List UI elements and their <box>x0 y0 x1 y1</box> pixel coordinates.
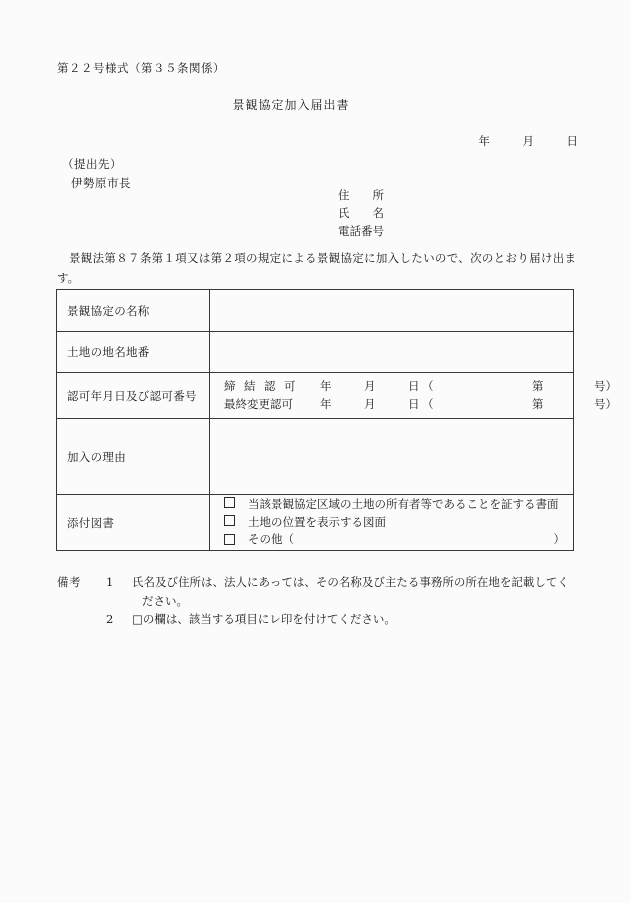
remarks-label: 備考 <box>57 575 81 589</box>
checklist-item-ownership-proof[interactable] <box>224 496 565 513</box>
permit-conclusion-gou-close: 号） <box>594 378 617 393</box>
permit-final-change-label: 最終変更認可 <box>224 396 293 411</box>
addressee-block <box>62 155 131 193</box>
checklist-item-location-map[interactable] <box>224 514 565 531</box>
row-value-permit-date-number[interactable] <box>210 373 617 419</box>
permit-final-change-dai: 第 <box>532 396 544 411</box>
submission-target-name: 伊勢原市長 <box>71 175 131 190</box>
remarks-section <box>57 573 577 629</box>
submission-target-label: （提出先） <box>62 157 122 171</box>
permit-line-final-change <box>224 396 617 414</box>
checklist-label-other: その他 <box>248 532 283 547</box>
table-row <box>57 332 574 373</box>
permit-conclusion-month: 月 <box>364 378 376 393</box>
remark-number-1: 1 <box>106 575 114 589</box>
permit-line-conclusion <box>224 378 617 396</box>
remark-item-2 <box>57 610 577 629</box>
permit-lines <box>218 378 617 414</box>
table-row <box>57 419 574 495</box>
remark-item-1 <box>57 573 577 592</box>
application-form-table <box>56 289 617 551</box>
remark-text-1: 氏名及び住所は、法人にあっては、その名称及び主たる事務所の所在地を記載してく <box>132 575 569 589</box>
page-title: 景観協定加入届出書 <box>232 98 350 112</box>
row-value-join-reason[interactable] <box>210 419 574 495</box>
table-row <box>57 373 574 419</box>
permit-conclusion-dai: 第 <box>532 378 544 393</box>
remark-text-1-continuation: ださい。 <box>142 593 188 608</box>
permit-final-change-month: 月 <box>364 396 376 411</box>
checklist-label-location-map: 土地の位置を表示する図面 <box>248 514 386 529</box>
applicant-block <box>338 186 384 240</box>
attachment-checklist <box>218 496 565 548</box>
date-day-label: 日 <box>566 134 578 148</box>
date-entry-line <box>479 133 579 149</box>
date-month-label: 月 <box>522 134 534 148</box>
checklist-other-paren-open: （ <box>282 532 294 547</box>
permit-final-change-paren-open: （ <box>422 396 434 411</box>
row-label-attached-documents: 添付図書 <box>57 495 210 551</box>
remark-number-2: 2 <box>106 612 114 627</box>
form-number: 第２２号様式（第３５条関係） <box>57 61 225 75</box>
row-label-permit-date-number: 認可年月日及び認可番号 <box>57 373 210 419</box>
remark-text-2: □の欄は、該当する項目にレ印を付けてください。 <box>132 612 396 627</box>
date-year-label: 年 <box>478 134 490 148</box>
permit-conclusion-label: 締結認可 <box>224 378 304 393</box>
row-value-land-lot[interactable] <box>210 332 574 373</box>
applicant-address-label: 住 所 <box>338 188 384 202</box>
permit-conclusion-year: 年 <box>320 378 332 393</box>
row-value-attached-documents <box>210 495 574 551</box>
row-value-agreement-name[interactable] <box>210 290 574 332</box>
permit-conclusion-day: 日 <box>408 378 420 393</box>
statement-paragraph: 景観法第８７条第１項又は第２項の規定による景観協定に加入したいので、次のとおり届け出ます。 <box>57 251 576 286</box>
permit-final-change-year: 年 <box>320 396 332 411</box>
table-row <box>57 495 574 551</box>
applicant-name-label: 氏 名 <box>338 206 384 221</box>
applicant-phone-label: 電話番号 <box>338 224 384 239</box>
permit-final-change-day: 日 <box>408 396 420 411</box>
checklist-label-ownership-proof: 当該景観協定区域の土地の所有者等であることを証する書面 <box>248 497 559 512</box>
permit-conclusion-paren-open: （ <box>422 378 434 393</box>
row-label-agreement-name: 景観協定の名称 <box>57 290 210 332</box>
table-row <box>57 290 574 332</box>
checkbox-icon[interactable] <box>224 497 235 508</box>
checkbox-icon[interactable] <box>224 534 235 545</box>
checklist-other-paren-close: ） <box>553 532 565 547</box>
row-label-join-reason: 加入の理由 <box>57 419 210 495</box>
permit-final-change-gou-close: 号） <box>594 396 617 411</box>
row-label-land-lot: 土地の地名地番 <box>57 332 210 373</box>
checkbox-icon[interactable] <box>224 515 235 526</box>
checklist-item-other[interactable] <box>224 531 565 548</box>
